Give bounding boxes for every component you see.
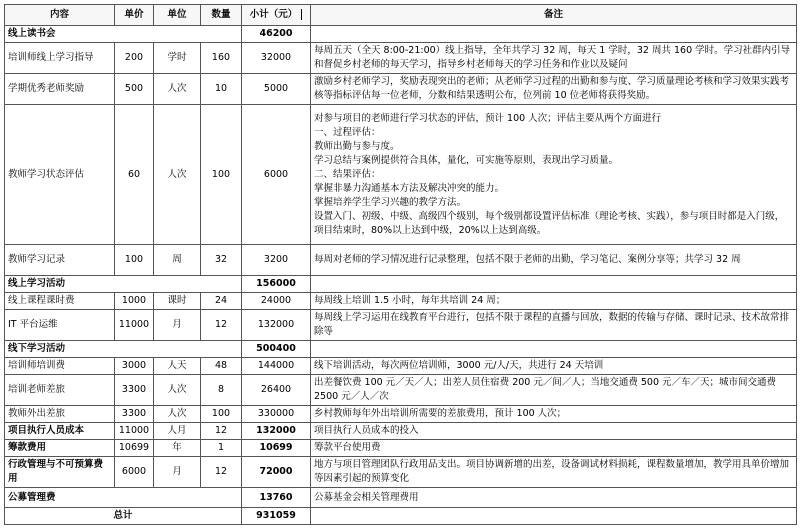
item-price: 3300 xyxy=(115,375,154,406)
item-qty: 10 xyxy=(201,74,242,105)
note-line: 掌握非暴力沟通基本方法及解决冲突的能力。 xyxy=(314,182,505,194)
admin-row xyxy=(5,457,797,488)
item-name: 公募管理费 xyxy=(5,488,242,508)
item-unit: 月 xyxy=(154,310,201,341)
item-notes: 公募基金会相关管理费用 xyxy=(311,488,797,508)
item-qty: 12 xyxy=(201,423,242,440)
item-unit: 人次 xyxy=(154,105,201,245)
table-row xyxy=(5,310,797,341)
table-row xyxy=(5,74,797,105)
note-line: 一、过程评估： xyxy=(314,126,381,138)
grand-total-row xyxy=(5,508,797,525)
item-notes: 地方与项目管理团队行政用品支出。项目协调新增的出差，设备调试材料损耗，课程数量增加，教学用具单价增加等因素引起的预算变化 xyxy=(311,457,797,488)
item-unit: 学时 xyxy=(154,43,201,74)
section-total: 500400 xyxy=(242,341,311,358)
table-row xyxy=(5,293,797,310)
section-row-offline-learning xyxy=(5,341,797,358)
item-name: 教师学习状态评估 xyxy=(5,105,115,245)
item-price: 6000 xyxy=(115,457,154,488)
section-row-online-reading xyxy=(5,26,797,43)
item-qty: 8 xyxy=(201,375,242,406)
grand-total-notes xyxy=(311,508,797,525)
item-notes: 筹款平台使用费 xyxy=(311,440,797,457)
item-name: 筹款费用 xyxy=(5,440,115,457)
note-line: 二、结果评估： xyxy=(314,168,381,180)
header-subtotal: 小计（元） xyxy=(242,5,311,26)
section-title: 线上学习活动 xyxy=(5,276,242,293)
note-line: 教师出勤与参与度。 xyxy=(314,140,400,152)
fundraising-row xyxy=(5,440,797,457)
item-qty: 100 xyxy=(201,406,242,423)
item-subtotal: 132000 xyxy=(242,310,311,341)
item-unit: 人月 xyxy=(154,423,201,440)
item-unit: 人次 xyxy=(154,375,201,406)
section-title: 线下学习活动 xyxy=(5,341,242,358)
item-subtotal: 24000 xyxy=(242,293,311,310)
item-unit: 周 xyxy=(154,245,201,276)
item-price: 1000 xyxy=(115,293,154,310)
item-qty: 12 xyxy=(201,310,242,341)
item-price: 200 xyxy=(115,43,154,74)
item-notes: 乡村教师每年外出培训所需要的差旅费用，预计 100 人次； xyxy=(311,406,797,423)
grand-total-value: 931059 xyxy=(242,508,311,525)
item-price: 60 xyxy=(115,105,154,245)
section-total: 156000 xyxy=(242,276,311,293)
item-price: 500 xyxy=(115,74,154,105)
item-notes: 出差餐饮费 100 元／天／人；出差人员住宿费 200 元／间／人；当地交通费 500 元／车／天；城市间交通费 2500 元／人／次 xyxy=(311,375,797,406)
table-row xyxy=(5,245,797,276)
item-price: 100 xyxy=(115,245,154,276)
item-subtotal: 6000 xyxy=(242,105,311,245)
item-qty: 100 xyxy=(201,105,242,245)
item-name: 行政管理与不可预算费用 xyxy=(5,457,115,488)
item-subtotal: 5000 xyxy=(242,74,311,105)
header-unit: 单位 xyxy=(154,5,201,26)
section-notes xyxy=(311,276,797,293)
item-name: IT 平台运维 xyxy=(5,310,115,341)
item-unit: 月 xyxy=(154,457,201,488)
item-notes xyxy=(311,105,797,245)
item-notes: 每周线上学习运用在线教育平台进行，包括不限于课程的直播与回放，数据的传输与存储、课时记录、技术故常排除等 xyxy=(311,310,797,341)
header-content: 内容 xyxy=(5,5,115,26)
header-row xyxy=(5,5,797,26)
note-line: 设置入门、初级、中级、高级四个级别，每个级别都设置评估标准（理论考核、实践），参与项目时都是入门级，项目结束时，80%以上达到中级，20%以上达到高级。 xyxy=(314,210,785,236)
table-row xyxy=(5,375,797,406)
item-name: 教师学习记录 xyxy=(5,245,115,276)
section-notes xyxy=(311,341,797,358)
note-line: 对参与项目的老师进行学习状态的评估，预计 100 人次；评估主要从两个方面进行 xyxy=(314,112,662,124)
item-price: 3000 xyxy=(115,358,154,375)
item-price: 3300 xyxy=(115,406,154,423)
item-qty: 12 xyxy=(201,457,242,488)
item-unit: 人天 xyxy=(154,358,201,375)
budget-table xyxy=(4,4,797,525)
item-price: 11000 xyxy=(115,423,154,440)
item-subtotal: 330000 xyxy=(242,406,311,423)
table-row xyxy=(5,358,797,375)
item-name: 教师外出差旅 xyxy=(5,406,115,423)
note-line: 掌握培养学生学习兴趣的教学方法。 xyxy=(314,196,467,208)
item-unit: 年 xyxy=(154,440,201,457)
section-notes xyxy=(311,26,797,43)
text-cursor xyxy=(301,9,302,20)
item-subtotal: 13760 xyxy=(242,488,311,508)
item-qty: 160 xyxy=(201,43,242,74)
item-subtotal: 3200 xyxy=(242,245,311,276)
item-notes: 线下培训活动，每次两位培训师，3000 元/人/天，共进行 24 天培训 xyxy=(311,358,797,375)
item-price: 10699 xyxy=(115,440,154,457)
item-subtotal: 10699 xyxy=(242,440,311,457)
item-unit: 人次 xyxy=(154,406,201,423)
item-subtotal: 32000 xyxy=(242,43,311,74)
item-qty: 24 xyxy=(201,293,242,310)
item-name: 学期优秀老师奖励 xyxy=(5,74,115,105)
header-unit-price: 单价 xyxy=(115,5,154,26)
header-notes: 备注 xyxy=(311,5,797,26)
item-notes: 每周对老师的学习情况进行记录整理，包括不限于老师的出勤，学习笔记、案例分享等；共学习 32 周 xyxy=(311,245,797,276)
public-fund-row xyxy=(5,488,797,508)
item-qty: 1 xyxy=(201,440,242,457)
item-price: 11000 xyxy=(115,310,154,341)
item-unit: 人次 xyxy=(154,74,201,105)
header-quantity: 数量 xyxy=(201,5,242,26)
item-notes: 每周五天（全天 8:00-21:00）线上指导，全年共学习 32 周，每天 1 学时，32 周共 160 学时。学习社群内引导和督促乡村老师的每天学习，指导乡村老师每天的学习任务和作业以及疑问 xyxy=(311,43,797,74)
section-title: 线上读书会 xyxy=(5,26,242,43)
item-name: 培训师线上学习指导 xyxy=(5,43,115,74)
section-row-online-learning xyxy=(5,276,797,293)
item-subtotal: 144000 xyxy=(242,358,311,375)
grand-total-label: 总计 xyxy=(5,508,242,525)
item-notes: 激励乡村老师学习，奖励表现突出的老师；从老师学习过程的出勤和参与度、学习质量理论考核和学习效果实践考核等指标评估每一位老师，分数和结果透明公布，位列前 10 位老师将获得奖励。 xyxy=(311,74,797,105)
table-row xyxy=(5,406,797,423)
item-name: 项目执行人员成本 xyxy=(5,423,115,440)
table-row xyxy=(5,105,797,245)
item-name: 培训师培训费 xyxy=(5,358,115,375)
item-qty: 32 xyxy=(201,245,242,276)
execution-row xyxy=(5,423,797,440)
note-line: 学习总结与案例提供符合具体，量化，可实施等原则，表现出学习质量。 xyxy=(314,154,619,166)
item-name: 线上课程课时费 xyxy=(5,293,115,310)
table-row xyxy=(5,43,797,74)
item-subtotal: 132000 xyxy=(242,423,311,440)
item-qty: 48 xyxy=(201,358,242,375)
item-notes: 项目执行人员成本的投入 xyxy=(311,423,797,440)
item-name: 培训老师差旅 xyxy=(5,375,115,406)
item-unit: 课时 xyxy=(154,293,201,310)
item-subtotal: 72000 xyxy=(242,457,311,488)
item-notes: 每周线上培训 1.5 小时，每年共培训 24 周； xyxy=(311,293,797,310)
section-total: 46200 xyxy=(242,26,311,43)
item-subtotal: 26400 xyxy=(242,375,311,406)
